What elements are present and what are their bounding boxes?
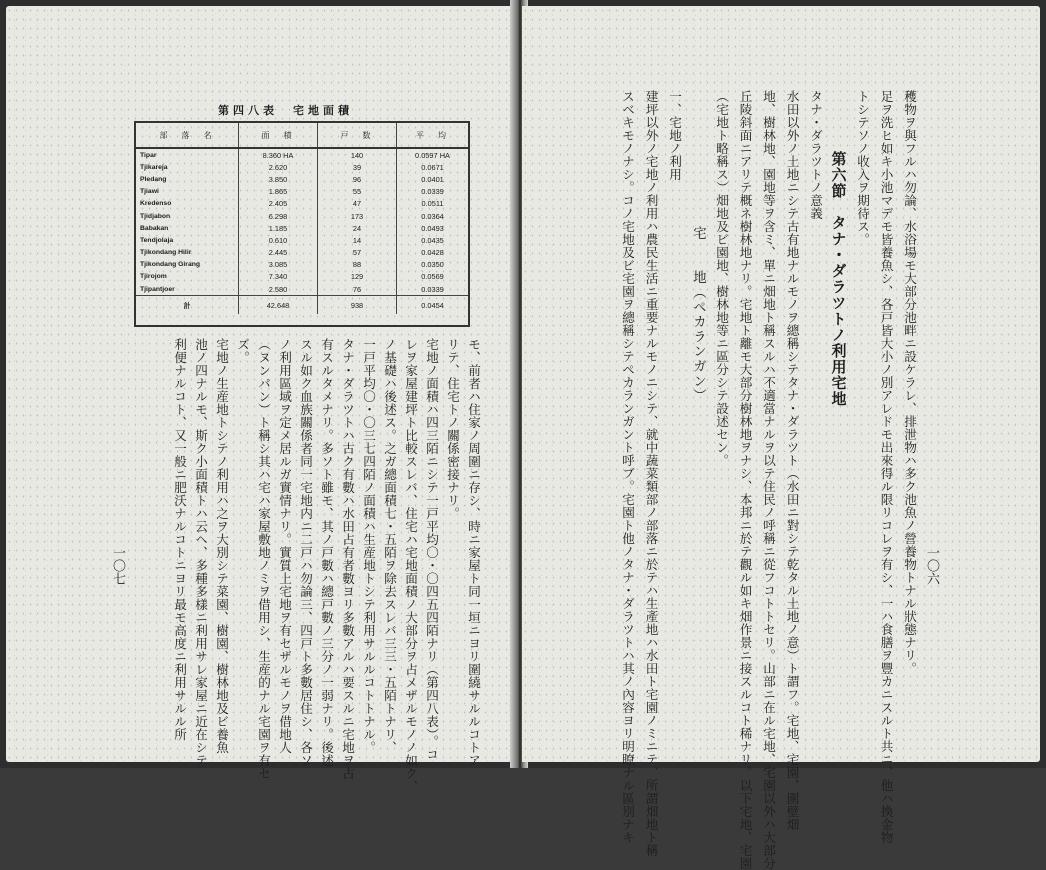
average-value: 0.0401 (397, 173, 469, 185)
average-value: 0.0350 (397, 259, 469, 271)
text-column: 穫物ヲ與フルハ勿論、水浴場モ大部分池畔ニ設ケラレ、排泄物ハ多ク池魚ノ營養物トナル狀態ナリ。 (902, 90, 917, 675)
village-name: Tjiawi (140, 188, 159, 196)
text-column: モ、前者ハ住家ノ周圍ニ存シ、時ニ家屋ト同一垣ニヨリ圍繞サルルコトア (466, 338, 481, 767)
text-column: ズ。 (235, 338, 250, 364)
area-value: 2.445 (239, 247, 318, 259)
household-count: 39 (318, 161, 397, 173)
household-count: 129 (318, 271, 397, 283)
text-column: 利便ナルコト、又一般ニ肥沃ナルコトニヨリ最モ高度ニ利用サルル所 (172, 338, 187, 741)
average-value: 0.0493 (397, 222, 469, 234)
average-value: 0.0428 (397, 247, 469, 259)
text-column: レヲ家屋建坪ト比較スレバ、住宅ハ宅地面積ノ大部分ヲ占メザルモノノ如ク、 (403, 338, 418, 793)
text-column: スベキモノナシ。コノ宅地及ビ宅園ヲ總稱シテペカランガント呼ブ。宅園ト他ノタナ・ダラツトハ其ノ內容ヨリ明瞭ナル區別ナキ (620, 90, 635, 844)
table-title: 第四八表 宅地面積 (218, 104, 353, 117)
table-row (136, 148, 468, 161)
area-value: 1.865 (239, 186, 318, 198)
average-value: 0.0435 (397, 234, 469, 246)
area-value: 2.405 (239, 198, 318, 210)
table-row (136, 283, 468, 296)
area-value: 3.085 (239, 259, 318, 271)
header-households: 戸 数 (318, 123, 397, 148)
average-value: 0.0511 (397, 198, 469, 210)
village-name: Tjikareja (140, 163, 168, 171)
area-value: 6.298 (239, 210, 318, 222)
area-value: 0.610 (239, 234, 318, 246)
table-row (136, 210, 468, 222)
household-count: 24 (318, 222, 397, 234)
average-value: 0.0364 (397, 210, 469, 222)
paper-texture (522, 6, 1040, 870)
table-body (136, 148, 468, 314)
table-total-row (136, 296, 468, 315)
text-column: 宅地ノ面積ハ四三陌ニシテ一戸平均〇・〇四五四陌ナリ（第四八表）。コ (424, 338, 439, 761)
text-column: 第六節 タナ・ダラツトノ利用宅地 (829, 151, 848, 407)
village-name: Kredenso (140, 200, 172, 208)
text-column: 宅地ノ生産地トシテノ利用ハ之ヲ大別シテ菜園、樹園、樹林地及ビ養魚 (214, 338, 229, 754)
text-column: 丘陵斜面ニアリテ概ネ樹林地ナリ。宅地ト離モ大部分樹林地ヲナシ、本邦ニ於テ觀ル如キ畑作景ニ接スルコト稀ナリ。以下宅地、宅園 (737, 90, 753, 870)
total-label: 計 (136, 296, 239, 315)
total-households: 938 (318, 296, 397, 315)
average-value: 0.0339 (397, 283, 469, 296)
text-column: 一戸平均〇・〇三七四陌ノ面積ハ生産地トシテ利用サルルコトトナル。 (361, 338, 376, 754)
average-value: 0.0671 (397, 161, 469, 173)
header-average: 平 均 (397, 123, 469, 148)
table-row (136, 247, 468, 259)
text-column: 地、樹林地、園地等ヲ含ミ、單ニ畑地ト稱スルハ不適當ナルヲ以テ住民ノ呼稱ニ從フコトトセリ。山部ニ在ル宅地、宅園以外ハ大部分 (761, 90, 776, 870)
right-page (522, 6, 1040, 870)
text-column: 宅 地（ペカランガン） (690, 226, 706, 404)
household-count: 173 (318, 210, 397, 222)
text-column: （宅地ト略稱ス）畑地及ビ園地、樹林地等ニ區分シテ設述セン。 (714, 90, 729, 467)
housing-land-table (136, 123, 468, 314)
village-name: Babakan (140, 224, 169, 232)
text-column: 池ノ四ナルモ、斯ク小面積トハ云ヘ、多種多樣ニ利用サレ家屋ニ近在シテ (193, 338, 208, 767)
table-row (136, 259, 468, 271)
header-village: 部 落 名 (136, 123, 239, 148)
village-name: Tipar (140, 151, 157, 159)
village-name: Pledang (140, 175, 167, 183)
text-column: 有スルタメナリ。多ソト雖モ、其ノ戸數ハ總戸數ノ三分ノ一弱ナリ。後述 (319, 338, 334, 767)
text-column: タナ・ダラツトハ古ク有數ハ水田占有者數ヨリ多數アルハ要スルニ宅地ヲ占 (340, 338, 355, 780)
household-count: 47 (318, 198, 397, 210)
page-number: 一〇六 (924, 546, 939, 585)
page-number: 一〇七 (110, 546, 125, 585)
household-count: 57 (318, 247, 397, 259)
household-count: 96 (318, 173, 397, 185)
table-row (136, 186, 468, 198)
text-column: スル如ク血族關係者同一宅地内ニ二戸ハ勿論三、四戸ト多數居住シ、各ソ (298, 338, 313, 767)
village-name: Tendjolaja (140, 236, 174, 244)
text-column: ノ基礎ハ後述ス。之ガ總面積七・五陌ヲ除去スレバ三三・五陌トナリ、 (382, 338, 397, 754)
area-value: 3.850 (239, 173, 318, 185)
household-count: 55 (318, 186, 397, 198)
village-name: Tjirojom (140, 273, 167, 281)
header-area: 面 積 (239, 123, 318, 148)
table-row (136, 234, 468, 246)
text-column: ノ利用區域ヲ定メ居ルガ實情ナリ。實質上宅地ヲ有セザルモノヲ借地人 (277, 338, 292, 754)
table-row (136, 161, 468, 173)
text-column: 建坪以外ノ宅地ノ利用ハ農民生活ニ重要ナルモノニシテ、就中蔬菜類部ノ部落ニ於テハ生產地ハ水田ト宅園ノミニテ、所謂畑地ト稱 (643, 90, 659, 857)
area-value: 7.340 (239, 271, 318, 283)
area-value: 1.185 (239, 222, 318, 234)
text-column: 一、宅地ノ利用 (667, 90, 682, 181)
area-value: 8.360 HA (239, 148, 318, 161)
household-count: 140 (318, 148, 397, 161)
village-name: Tjikondang Girang (140, 261, 201, 269)
average-value: 0.0597 HA (397, 148, 469, 161)
household-count: 88 (318, 259, 397, 271)
table-row (136, 222, 468, 234)
household-count: 76 (318, 283, 397, 296)
text-column: 足ヲ洗ヒ如キ小池マデモ皆養魚シ、各戸皆大小ノ別アレドモ出來得ル限リコレヲ有シ、一ハ食膳ヲ豐カニスルト共ニ、他ハ換金物 (878, 90, 894, 844)
area-value: 2.620 (239, 161, 318, 173)
household-count: 14 (318, 234, 397, 246)
village-name: Tjipantjoer (140, 285, 175, 293)
text-column: タナ・ダラツトノ意義 (808, 90, 823, 220)
table-row (136, 173, 468, 185)
text-column: トシテソノ收入ヲ期待ス。 (855, 90, 870, 246)
text-column: （ヌンパン）ト稱シ其ハ宅ハ家屋敷地ノミヲ借用シ、生産的ナル宅園ヲ有セ (256, 338, 271, 780)
table-header-row (136, 123, 468, 148)
text-column: 水田以外ノ土地ニシテ古有地ナルモノヲ總稱シテタナ・ダラツト（水田ニ對シテ乾タル土地ノ意）ト謂フ。宅地、宅園、圍壁畑 (784, 90, 800, 831)
total-area: 42.648 (239, 296, 318, 315)
total-average: 0.0454 (397, 296, 469, 315)
table-row (136, 198, 468, 210)
average-value: 0.0339 (397, 186, 469, 198)
village-name: Tjikondang Hilir (140, 249, 192, 257)
left-page (6, 6, 514, 793)
text-column: リテ、住宅トノ關係密接ナリ。 (445, 338, 460, 520)
area-value: 2.580 (239, 283, 318, 296)
average-value: 0.0569 (397, 271, 469, 283)
table-row (136, 271, 468, 283)
village-name: Tjidjabon (140, 212, 171, 220)
